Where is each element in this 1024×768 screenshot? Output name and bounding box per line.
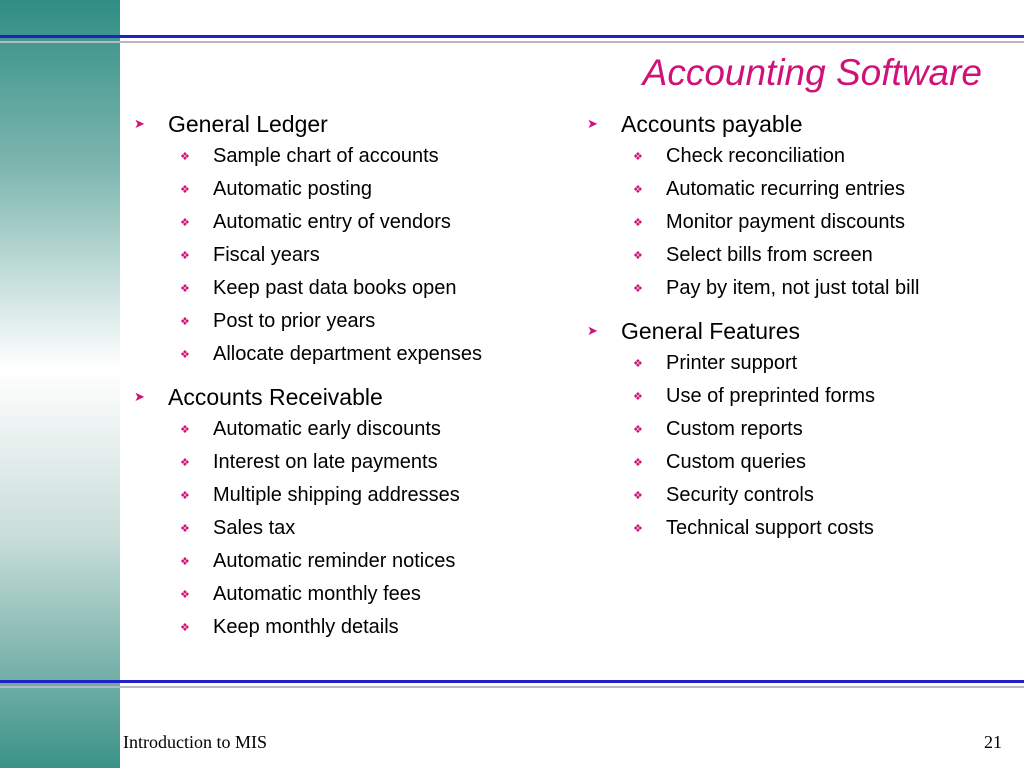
diamond-bullet-icon: ❖ [633,151,643,163]
list-item: ❖ Automatic posting [180,178,372,200]
list-item: ❖ Automatic early discounts [180,418,441,440]
diamond-bullet-icon: ❖ [180,349,190,361]
diamond-bullet-icon: ❖ [633,358,643,370]
diamond-bullet-icon: ❖ [180,424,190,436]
diamond-bullet-icon: ❖ [633,457,643,469]
list-item: ❖ Multiple shipping addresses [180,484,460,506]
list-item: ❖ Check reconciliation [633,145,845,167]
list-item: ❖ Select bills from screen [633,244,873,266]
top-rule [0,35,1024,43]
topic-general-features [587,315,1007,545]
list-item: ❖ Keep monthly details [180,616,399,638]
diamond-bullet-icon: ❖ [180,556,190,568]
list-item: ❖ Interest on late payments [180,451,438,473]
list-item: ❖ Fiscal years [180,244,320,266]
diamond-bullet-icon: ❖ [180,457,190,469]
topic-label: General Features [621,317,800,344]
diamond-bullet-icon: ❖ [180,184,190,196]
arrowhead-bullet-icon: ➤ [134,116,145,131]
diamond-bullet-icon: ❖ [180,589,190,601]
left-column [134,108,554,654]
right-column [587,108,1007,555]
diamond-bullet-icon: ❖ [180,151,190,163]
diamond-bullet-icon: ❖ [633,217,643,229]
page-number: 21 [984,732,1002,752]
list-item: ❖ Keep past data books open [180,277,457,299]
list-item: ❖ Custom reports [633,418,803,440]
slide-title: Accounting Software [642,52,982,93]
topic-label: Accounts payable [621,110,803,137]
list-item: ❖ Sample chart of accounts [180,145,439,167]
diamond-bullet-icon: ❖ [633,283,643,295]
diamond-bullet-icon: ❖ [633,424,643,436]
diamond-bullet-icon: ❖ [633,250,643,262]
diamond-bullet-icon: ❖ [180,283,190,295]
list-item: ❖ Pay by item, not just total bill [633,277,920,299]
diamond-bullet-icon: ❖ [633,184,643,196]
list-item: ❖ Allocate department expenses [180,343,483,365]
topic-accounts-payable [587,108,1007,305]
diamond-bullet-icon: ❖ [180,622,190,634]
diamond-bullet-icon: ❖ [180,490,190,502]
topic-general-ledger [134,108,554,371]
diamond-bullet-icon: ❖ [180,523,190,535]
list-item: ❖ Monitor payment discounts [633,211,906,233]
list-item: ❖ Custom queries [633,451,807,473]
list-item: ❖ Automatic reminder notices [180,550,456,572]
diamond-bullet-icon: ❖ [633,523,643,535]
diamond-bullet-icon: ❖ [180,217,190,229]
topic-label: Accounts Receivable [168,383,383,410]
bottom-rule [0,680,1024,688]
diamond-bullet-icon: ❖ [633,490,643,502]
diamond-bullet-icon: ❖ [180,316,190,328]
arrowhead-bullet-icon: ➤ [134,389,145,404]
topic-label: General Ledger [168,110,328,137]
list-item: ❖ Automatic monthly fees [180,583,421,605]
list-item: ❖ Sales tax [180,517,296,539]
side-gradient-band [0,0,120,768]
list-item: ❖ Post to prior years [180,310,376,332]
list-item: ❖ Security controls [633,484,814,506]
arrowhead-bullet-icon: ➤ [587,323,598,338]
diamond-bullet-icon: ❖ [633,391,643,403]
list-item: ❖ Automatic entry of vendors [180,211,451,233]
topic-accounts-receivable [134,381,554,644]
list-item: ❖ Use of preprinted forms [633,385,875,407]
footer-course-title: Introduction to MIS [123,732,267,752]
list-item: ❖ Automatic recurring entries [633,178,905,200]
diamond-bullet-icon: ❖ [180,250,190,262]
list-item: ❖ Printer support [633,352,798,374]
arrowhead-bullet-icon: ➤ [587,116,598,131]
list-item: ❖ Technical support costs [633,517,874,539]
